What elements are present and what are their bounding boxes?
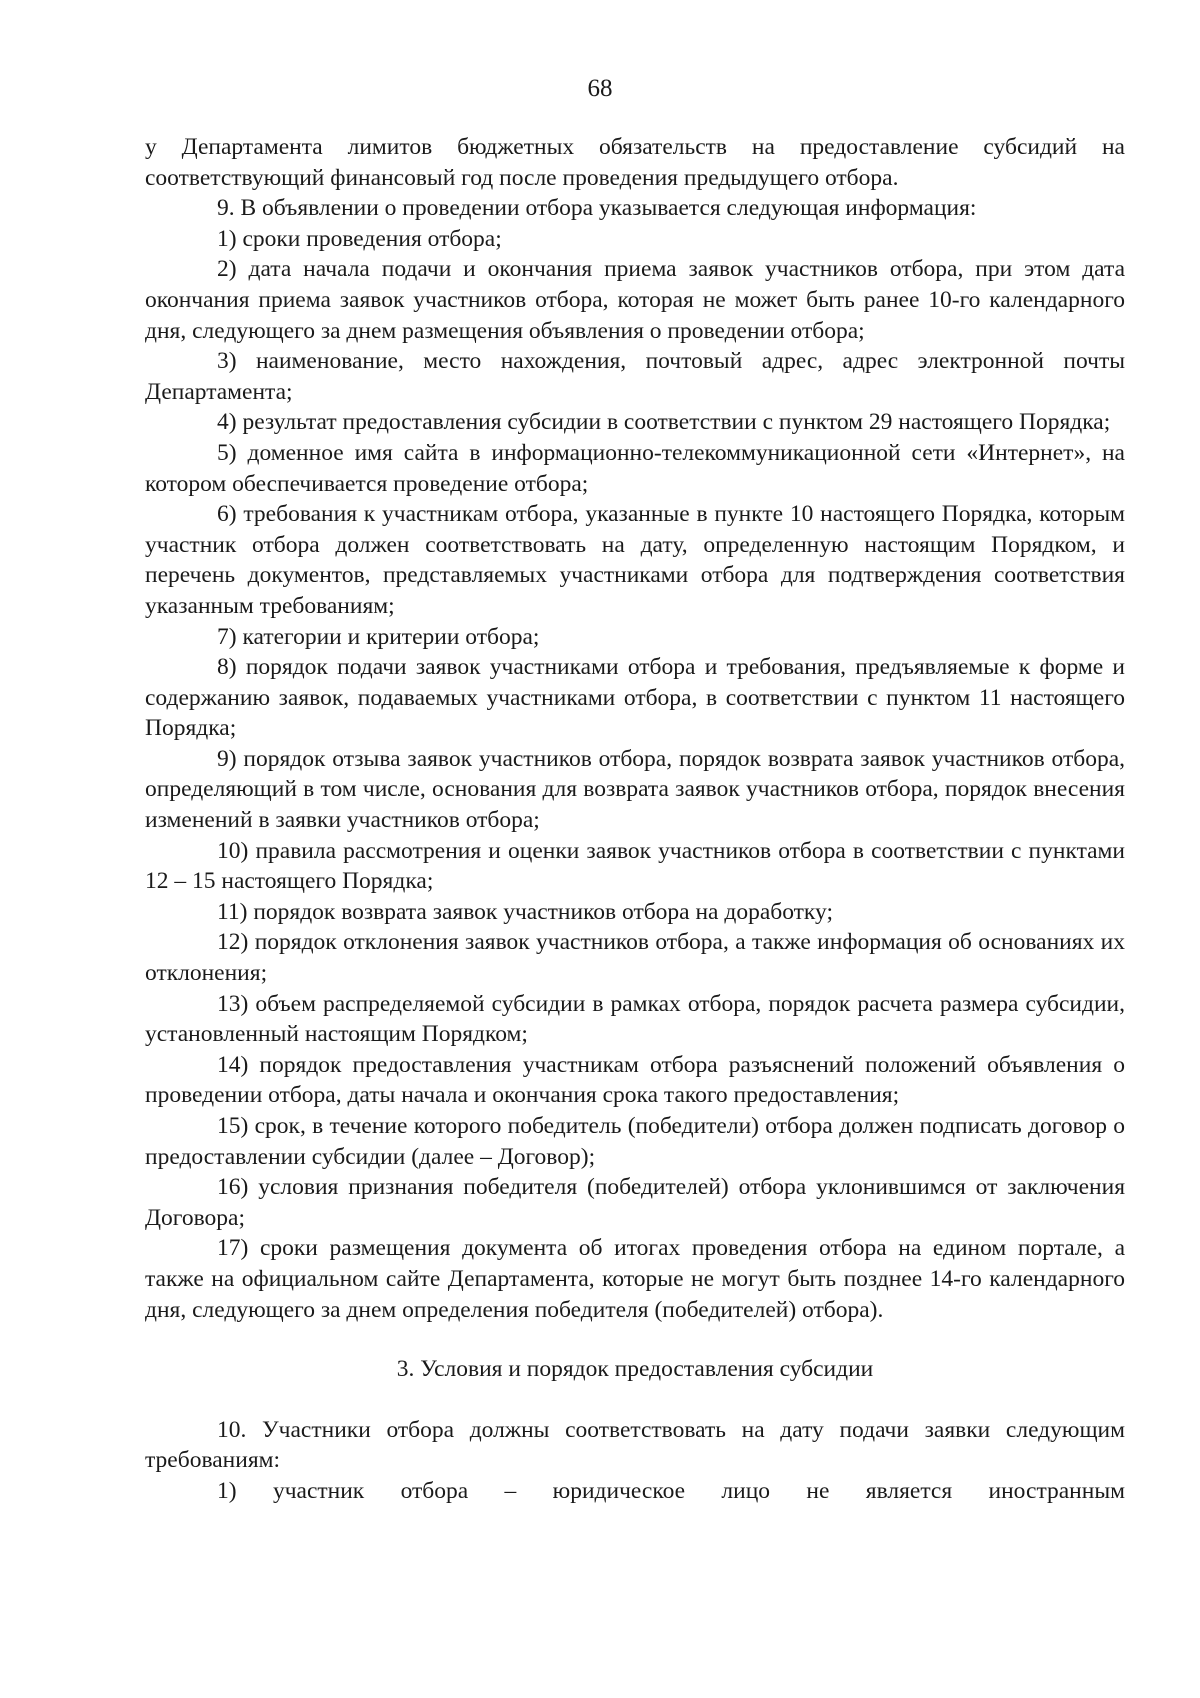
list-item-16: 16) условия признания победителя (победителей) отбора уклонившимся от заключения Договора; bbox=[145, 1174, 1125, 1231]
list-item-7: 7) категории и критерии отбора; bbox=[217, 623, 540, 650]
list-item-10: 10) правила рассмотрения и оценки заявок участников отбора в соответствии с пунктами 12 – 15 настоящего Порядка; bbox=[145, 837, 1125, 895]
paragraph-item-10: 10. Участники отбора должны соответствовать на дату подачи заявки следующим требованиям: bbox=[145, 1416, 1125, 1474]
paragraph-continuation: у Департамента лимитов бюджетных обязательств на предоставление субсидий на соответствующий финансовый год после проведения предыдущего отбора. bbox=[145, 134, 1125, 191]
list-item-17: 17) сроки размещения документа об итогах проведения отбора на едином портале, а также на официальном сайте Департамента, которые не могут быть позднее 14-го календарного дня, следующего за днем определения победителя (победителей) отбора). bbox=[145, 1235, 1125, 1323]
list-item-6: 6) требования к участникам отбора, указанные в пункте 10 настоящего Порядка, которым участник отбора должен соответствовать на дату, определенную настоящим Порядком, и перечень документов, представляемых участниками отбора для подтверждения соответствия указанным требованиям; bbox=[145, 501, 1125, 619]
list-item-13: 13) объем распределяемой субсидии в рамках отбора, порядок расчета размера субсидии, установленный настоящим Порядком; bbox=[145, 990, 1125, 1048]
list-item-9: 9) порядок отзыва заявок участников отбора, порядок возврата заявок участников отбора, определяющий в том числе, основания для возврата заявок участников отбора, порядок внесения изменений в заявки участников отбора; bbox=[145, 745, 1125, 834]
paragraph-item-9: 9. В объявлении о проведении отбора указывается следующая информация: bbox=[217, 195, 977, 222]
list-item-11: 11) порядок возврата заявок участников отбора на доработку; bbox=[217, 898, 833, 925]
list-item-15: 15) срок, в течение которого победитель (победители) отбора должен подписать договор о предоставлении субсидии (далее – Договор); bbox=[145, 1113, 1125, 1170]
document-body bbox=[145, 132, 1125, 1507]
list-item-5: 5) доменное имя сайта в информационно-телекоммуникационной сети «Интернет», на котором обеспечивается проведение отбора; bbox=[145, 439, 1125, 497]
list-item-12: 12) порядок отклонения заявок участников отбора, а также информация об основаниях их отклонения; bbox=[145, 929, 1125, 987]
list-item-1: 1) сроки проведения отбора; bbox=[217, 225, 502, 252]
list-item-14: 14) порядок предоставления участникам отбора разъяснений положений объявления о проведении отбора, даты начала и окончания срока такого предоставления; bbox=[145, 1051, 1125, 1109]
list-item-3: 3) наименование, место нахождения, почтовый адрес, адрес электронной почты Департамента; bbox=[145, 348, 1125, 405]
section-heading: 3. Условия и порядок предоставления субсидии bbox=[396, 1356, 874, 1383]
list-item-4: 4) результат предоставления субсидии в соответствии с пунктом 29 настоящего Порядка; bbox=[217, 409, 1111, 436]
page-number: 68 bbox=[587, 75, 613, 102]
list-item-1-requirement: 1) участник отбора – юридическое лицо не является иностранным bbox=[217, 1477, 1125, 1504]
list-item-2: 2) дата начала подачи и окончания приема заявок участников отбора, при этом дата окончания приема заявок участников отбора, которая не может быть ранее 10-го календарного дня, следующего за днем размещения объявления о проведении отбора; bbox=[145, 256, 1125, 344]
list-item-8: 8) порядок подачи заявок участниками отбора и требования, предъявляемые к форме и содержанию заявок, подаваемых участниками отбора, в соответствии с пунктом 11 настоящего Порядка; bbox=[145, 654, 1125, 742]
